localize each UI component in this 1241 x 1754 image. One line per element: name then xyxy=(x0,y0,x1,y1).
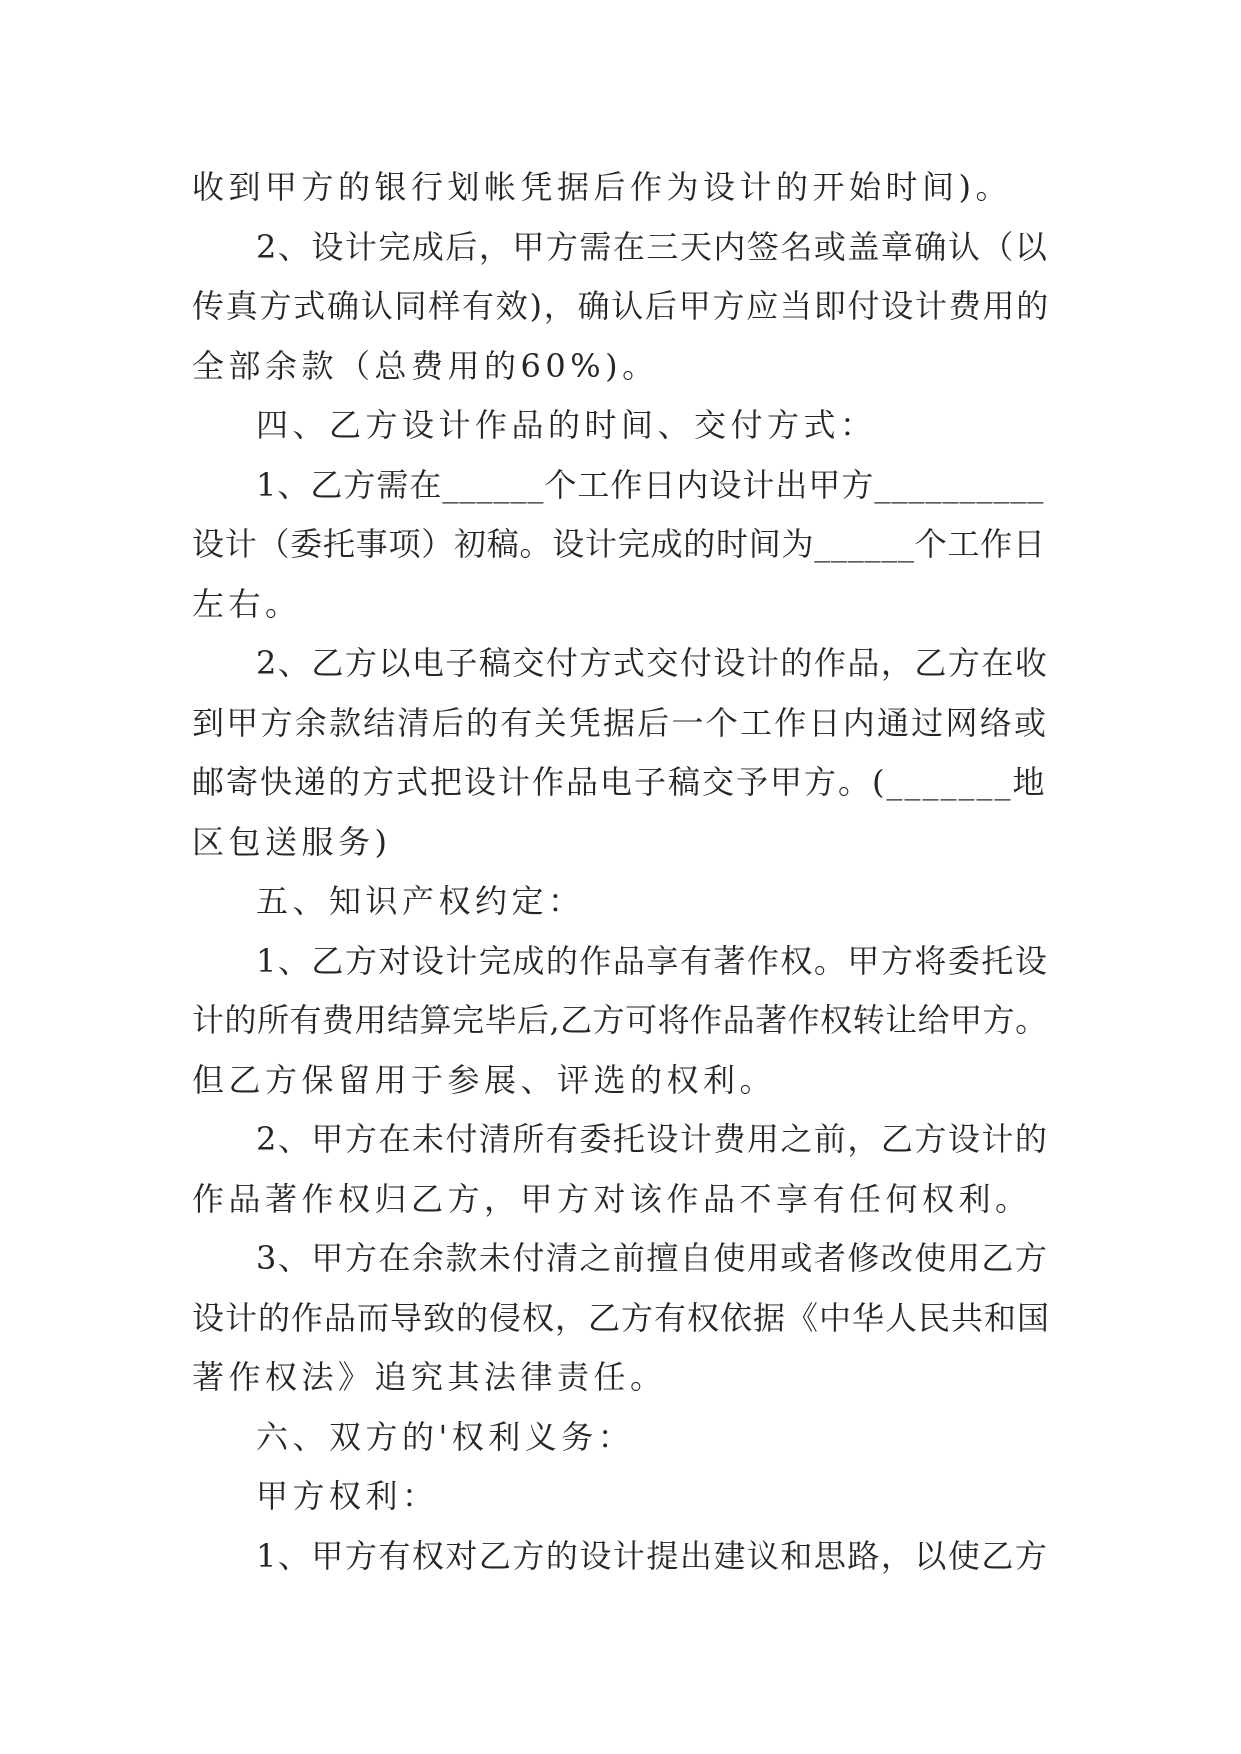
text-line: 区包送服务) xyxy=(192,822,392,861)
document-body xyxy=(192,158,1050,1586)
text-line: 作品著作权归乙方，甲方对该作品不享有任何权利。 xyxy=(192,1179,1032,1218)
text-line: 传真方式确认同样有效)，确认后甲方应当即付设计费用的 xyxy=(192,287,1050,325)
section-heading: 四、乙方设计作品的时间、交付方式： xyxy=(256,406,877,444)
text-line: 设计（委托事项）初稿。设计完成的时间为______个工作日 xyxy=(192,525,1046,563)
text-line: 设计的作品而导致的侵权，乙方有权依据《中华人民共和国 xyxy=(192,1298,1051,1337)
text-line: 收到甲方的银行划帐凭据后作为设计的开始时间)。 xyxy=(192,168,1012,206)
text-line: 著作权法》追究其法律责任。 xyxy=(192,1358,667,1396)
text-line: 1、甲方有权对乙方的设计提出建议和思路，以使乙方 xyxy=(256,1536,1049,1575)
text-line: 左右。 xyxy=(192,584,302,623)
text-line: 3、甲方在余款未付清之前擅自使用或者修改使用乙方 xyxy=(256,1239,1049,1277)
text-line: 2、甲方在未付清所有委托设计费用之前，乙方设计的 xyxy=(256,1120,1049,1158)
text-line: 邮寄快递的方式把设计作品电子稿交予甲方。(_______地 xyxy=(192,763,1047,801)
text-line: 1、乙方需在______个工作日内设计出甲方__________ xyxy=(256,465,1045,504)
text-line: 1、乙方对设计完成的作品享有著作权。甲方将委托设 xyxy=(256,941,1049,980)
subsection-heading: 甲方权利： xyxy=(256,1477,439,1515)
text-line: 但乙方保留用于参展、评选的权利。 xyxy=(192,1060,777,1099)
section-heading: 五、知识产权约定： xyxy=(256,882,585,920)
text-line: 计的所有费用结算完毕后,乙方可将作品著作权转让给甲方。 xyxy=(192,1001,1048,1039)
text-line: 全部余款（总费用的60%)。 xyxy=(192,346,659,385)
section-heading: 六、双方的'权利义务： xyxy=(256,1417,635,1456)
text-line: 到甲方余款结清后的有关凭据后一个工作日内通过网络或 xyxy=(192,703,1049,742)
text-line: 2、乙方以电子稿交付方式交付设计的作品，乙方在收 xyxy=(256,644,1049,682)
text-line: 2、设计完成后，甲方需在三天内签名或盖章确认（以 xyxy=(256,227,1049,266)
